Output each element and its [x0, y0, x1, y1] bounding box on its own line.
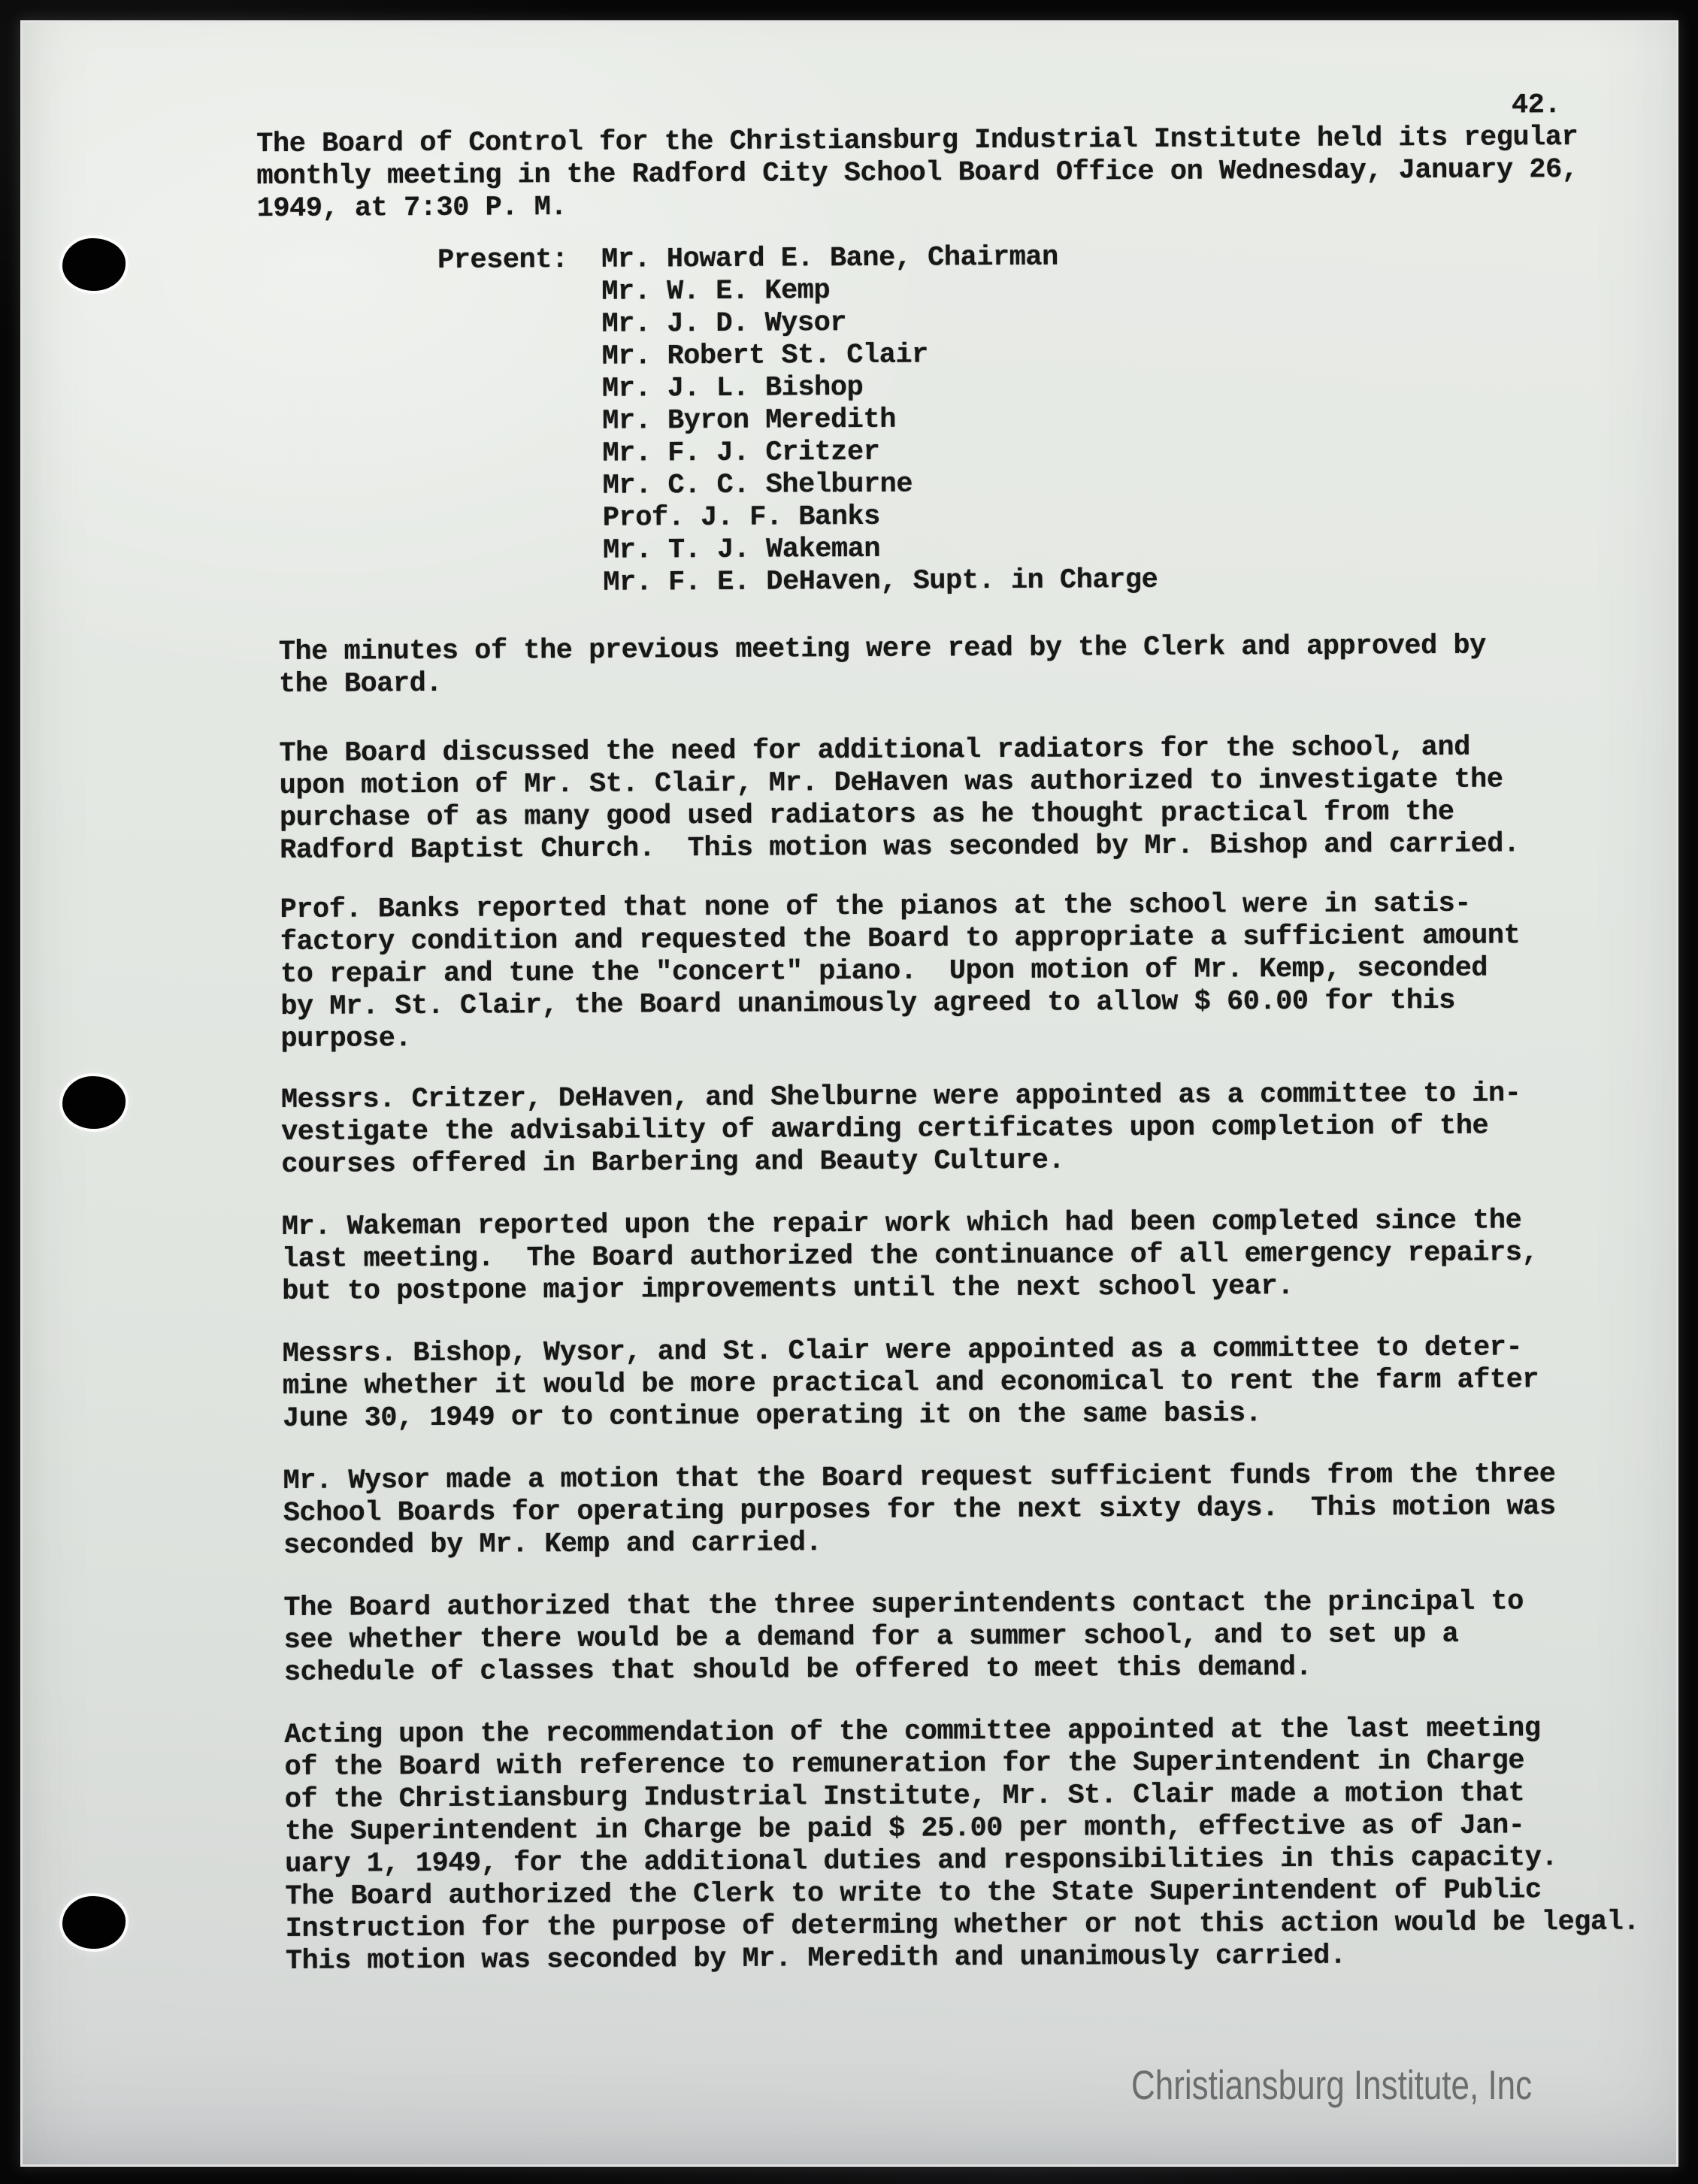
paragraph-line: The Board discussed the need for additional radiators for the school, and: [279, 731, 1470, 770]
paragraph-line: factory condition and requested the Board to appropriate a sufficient amount: [280, 920, 1521, 959]
header-line: monthly meeting in the Radford City School Board Office on Wednesday, January 26,: [256, 153, 1578, 193]
present-label: Present:: [437, 244, 568, 277]
attendee-name: Prof. J. F. Banks: [602, 501, 880, 534]
attendance-section: [18, 238, 1672, 599]
paragraph-repairs-report: [282, 1205, 1539, 1308]
meeting-header: [256, 122, 1578, 225]
paragraph-line: upon motion of Mr. St. Clair, Mr. DeHaven was authorized to investigate the: [279, 764, 1503, 803]
attendee-name: Mr. Howard E. Bane, Chairman: [601, 241, 1058, 276]
paragraph-line: seconded by Mr. Kemp and carried.: [283, 1527, 822, 1562]
typewritten-content: [17, 15, 1681, 2165]
paragraph-line: purchase of as many good used radiators as he thought practical from the: [279, 796, 1454, 835]
document-page: [23, 23, 1676, 2164]
paragraph-certificates-committee: [281, 1078, 1521, 1181]
attendee-name: Mr. Byron Meredith: [602, 404, 896, 437]
paragraph-line: Radford Baptist Church. This motion was seconded by Mr. Bishop and carried.: [280, 828, 1520, 867]
paragraph-line: to repair and tune the "concert" piano. Upon motion of Mr. Kemp, seconded: [280, 952, 1488, 991]
attendee-name: Mr. T. J. Wakeman: [602, 533, 881, 567]
paragraph-line: but to postpone major improvements until the next school year.: [282, 1270, 1294, 1308]
paragraph-line: The Board authorized that the three superintendents contact the principal to: [283, 1586, 1524, 1625]
paragraph-line: vestigate the advisability of awarding certificates upon completion of the: [281, 1110, 1489, 1149]
paragraph-radiators: [279, 731, 1519, 867]
paragraph-line: courses offered in Barbering and Beauty Culture.: [281, 1145, 1065, 1181]
paragraph-line: of the Christiansburg Industrial Institute, Mr. St. Clair made a motion that: [284, 1777, 1525, 1816]
paragraph-line: School Boards for operating purposes for the next sixty days. This motion was: [283, 1491, 1556, 1530]
attendee-name: Mr. W. E. Kemp: [601, 275, 831, 308]
attendee-name: Mr. C. C. Shelburne: [602, 468, 913, 502]
paragraph-summer-school: [283, 1586, 1524, 1689]
paragraph-superintendent-pay: [284, 1713, 1639, 1978]
paragraph-line: the Superintendent in Charge be paid $ 25.00 per month, effective as of Jan-: [284, 1810, 1525, 1849]
paragraph-line: Prof. Banks reported that none of the pianos at the school were in satis-: [280, 888, 1472, 927]
header-line: 1949, at 7:30 P. M.: [256, 192, 568, 225]
paragraph-line: see whether there would be a demand for a summer school, and to set up a: [283, 1618, 1459, 1657]
page-number: 42.: [1511, 89, 1561, 122]
header-line: The Board of Control for the Christiansburg Industrial Institute held its regular: [256, 121, 1578, 161]
paragraph-line: last meeting. The Board authorized the continuance of all emergency repairs,: [281, 1237, 1539, 1276]
archive-watermark: Christiansburg Institute, Inc: [1131, 2061, 1533, 2108]
paragraph-line: uary 1, 1949, for the additional duties and responsibilities in this capacity.: [285, 1842, 1558, 1881]
paragraph-line: the Board.: [278, 667, 443, 701]
paragraph-operating-funds: [283, 1459, 1556, 1562]
paragraph-line: The Board authorized the Clerk to write to the State Superintendent of Public: [285, 1874, 1542, 1913]
paragraph-minutes-approval: [279, 631, 1487, 701]
paragraph-line: of the Board with reference to remuneration for the Superintendent in Charge: [284, 1745, 1525, 1784]
paragraph-line: mine whether it would be more practical and economical to rent the farm after: [282, 1364, 1539, 1403]
paragraph-line: Mr. Wysor made a motion that the Board request sufficient funds from the three: [283, 1459, 1556, 1498]
paragraph-line: purpose.: [280, 1023, 412, 1056]
paragraph-line: Acting upon the recommendation of the committee appointed at the last meeting: [284, 1713, 1541, 1752]
paragraph-pianos: [280, 888, 1521, 1056]
paragraph-line: Instruction for the purpose of determing whether or not this action would be legal.: [285, 1906, 1640, 1946]
paragraph-line: The minutes of the previous meeting were read by the Clerk and approved by: [278, 630, 1486, 669]
attendee-name: Mr. F. J. Critzer: [602, 436, 880, 470]
attendee-name: Mr. F. E. DeHaven, Supt. in Charge: [603, 564, 1158, 599]
attendee-name: Mr. J. D. Wysor: [601, 307, 847, 340]
paragraph-line: Messrs. Critzer, DeHaven, and Shelburne were appointed as a committee to in-: [280, 1078, 1521, 1117]
paragraph-line: by Mr. St. Clair, the Board unanimously agreed to allow $ 60.00 for this: [280, 985, 1456, 1024]
paragraph-line: Mr. Wakeman reported upon the repair work which had been completed since the: [281, 1205, 1522, 1244]
attendee-list: [601, 241, 1158, 600]
paragraph-farm-committee: [283, 1332, 1539, 1435]
paragraph-line: Messrs. Bishop, Wysor, and St. Clair were appointed as a committee to deter-: [282, 1332, 1523, 1371]
attendee-name: Mr. J. L. Bishop: [601, 371, 864, 405]
paragraph-line: This motion was seconded by Mr. Meredith and unanimously carried.: [285, 1940, 1346, 1978]
paragraph-line: June 30, 1949 or to continue operating it on the same basis.: [283, 1398, 1262, 1435]
paragraph-line: schedule of classes that should be offered to meet this demand.: [283, 1651, 1312, 1689]
attendee-name: Mr. Robert St. Clair: [601, 339, 928, 373]
